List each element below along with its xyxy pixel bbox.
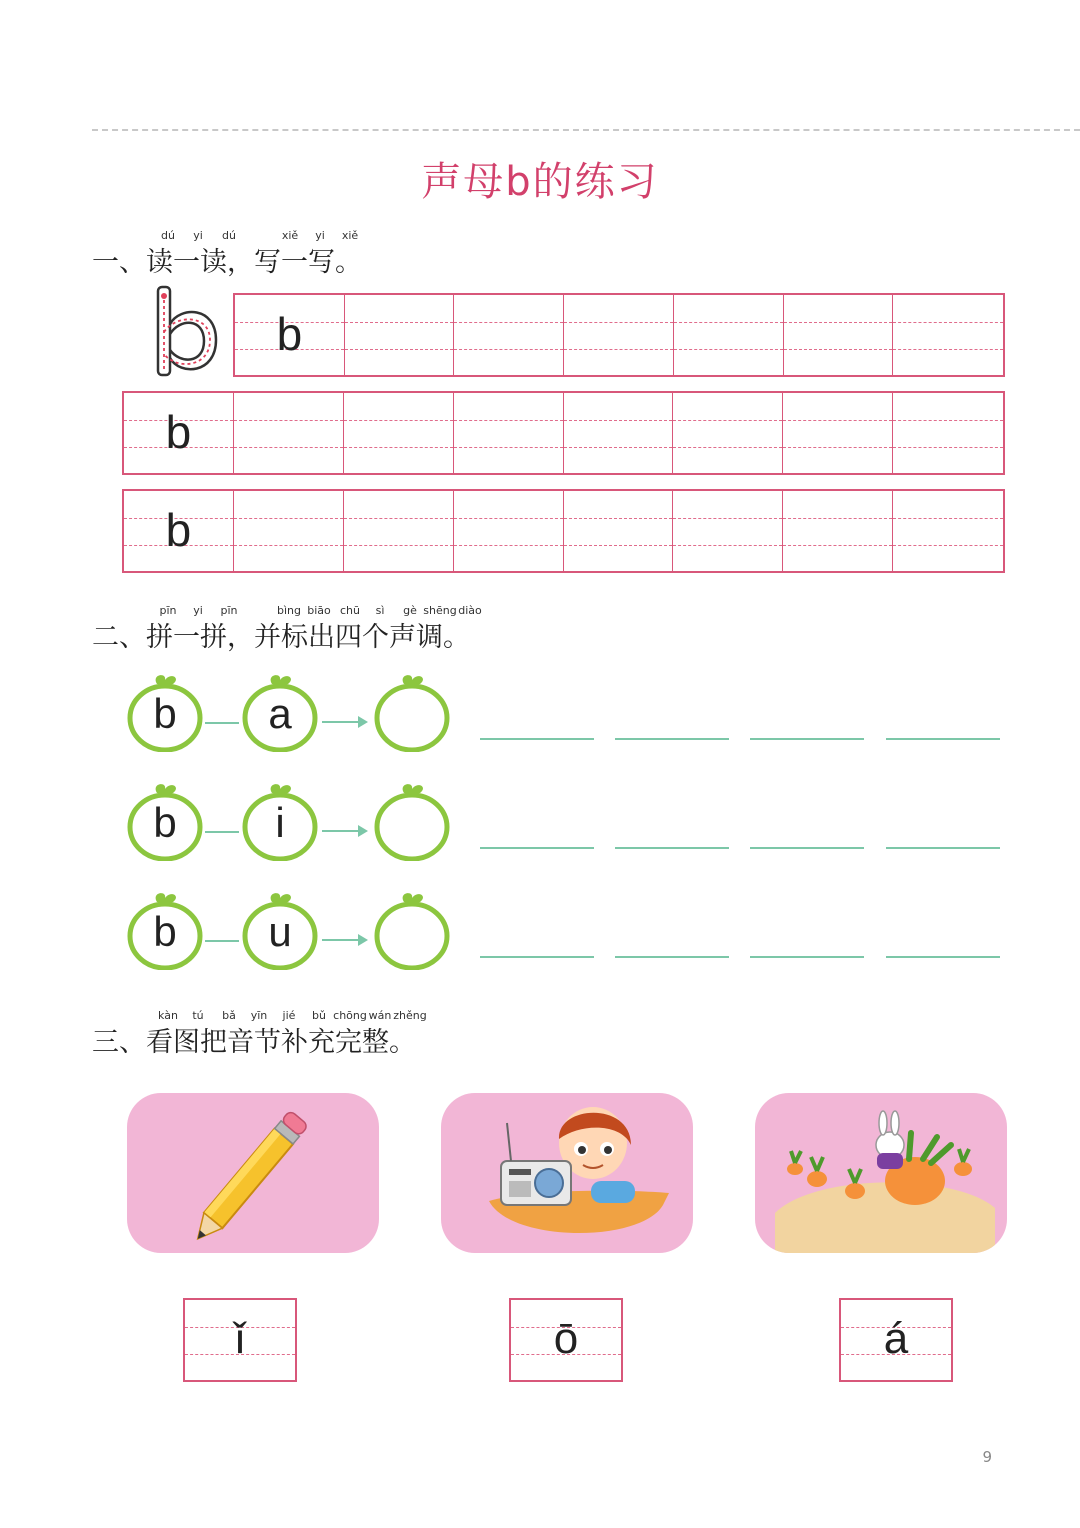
writing-cell[interactable] bbox=[564, 295, 674, 375]
pinyin: biāo bbox=[307, 604, 331, 617]
pinyin: shēng bbox=[423, 604, 457, 617]
pinyin: chōng bbox=[333, 1009, 367, 1022]
page-number: 9 bbox=[982, 1448, 992, 1466]
initial-letter: b bbox=[153, 908, 177, 955]
tone-answer-line[interactable] bbox=[886, 847, 1000, 849]
answer-final: ō bbox=[553, 1314, 579, 1363]
writing-cell[interactable] bbox=[673, 393, 783, 473]
syllable-answer-bubble[interactable] bbox=[374, 789, 450, 859]
pinyin: bǎ bbox=[222, 1009, 236, 1022]
writing-cell[interactable] bbox=[893, 393, 1003, 473]
boy-radio-picture bbox=[441, 1093, 693, 1253]
tone-answer-line[interactable] bbox=[480, 956, 594, 958]
writing-cell[interactable] bbox=[235, 295, 345, 375]
initial-letter: b bbox=[153, 690, 177, 737]
section-3-heading: 三、看图把音节补充完整。 bbox=[92, 1027, 416, 1058]
connector-line bbox=[205, 722, 239, 724]
writing-cell[interactable] bbox=[893, 491, 1003, 571]
tone-answer-line[interactable] bbox=[615, 847, 729, 849]
pinyin: dú bbox=[222, 229, 236, 242]
pinyin: pīn bbox=[220, 604, 238, 617]
pinyin: bìng bbox=[277, 604, 301, 617]
answer-box-radish[interactable] bbox=[839, 1298, 953, 1382]
rabbit-radish-icon bbox=[755, 1093, 1007, 1253]
writing-cell[interactable] bbox=[673, 491, 783, 571]
sample-letter: b bbox=[165, 504, 192, 556]
pinyin: kàn bbox=[158, 1009, 178, 1022]
pinyin: tú bbox=[192, 1009, 204, 1022]
pinyin: jié bbox=[282, 1009, 296, 1022]
pinyin: yi bbox=[193, 229, 203, 242]
sample-letter: b bbox=[165, 406, 192, 458]
tone-answer-line[interactable] bbox=[886, 956, 1000, 958]
writing-cell[interactable] bbox=[454, 295, 564, 375]
final-bubble bbox=[242, 789, 318, 859]
writing-cell[interactable] bbox=[344, 491, 454, 571]
final-bubble bbox=[242, 680, 318, 750]
writing-cell[interactable] bbox=[124, 491, 234, 571]
pinyin: zhěng bbox=[393, 1009, 427, 1022]
tone-answer-line[interactable] bbox=[750, 956, 864, 958]
writing-cell[interactable] bbox=[345, 295, 455, 375]
pinyin: xiě bbox=[281, 229, 299, 242]
writing-grid-row-3 bbox=[122, 489, 1005, 573]
writing-cell[interactable] bbox=[564, 393, 674, 473]
answer-box-pencil[interactable] bbox=[183, 1298, 297, 1382]
writing-cell[interactable] bbox=[454, 491, 564, 571]
pinyin: xiě bbox=[341, 229, 359, 242]
tone-answer-line[interactable] bbox=[750, 738, 864, 740]
writing-cell[interactable] bbox=[234, 393, 344, 473]
pencil-picture bbox=[127, 1093, 379, 1253]
connector-line bbox=[205, 940, 239, 942]
rabbit-radish-picture bbox=[755, 1093, 1007, 1253]
right-arrow-icon bbox=[320, 932, 370, 948]
tone-answer-line[interactable] bbox=[750, 847, 864, 849]
writing-cell[interactable] bbox=[893, 295, 1003, 375]
answer-final: á bbox=[883, 1314, 909, 1363]
section-2-heading: 二、拼一拼，并标出四个声调。 bbox=[92, 622, 470, 653]
writing-cell[interactable] bbox=[564, 491, 674, 571]
syllable-answer-bubble[interactable] bbox=[374, 898, 450, 968]
initial-bubble bbox=[127, 898, 203, 968]
boy-with-radio-icon bbox=[441, 1093, 693, 1253]
writing-grid-row-2 bbox=[122, 391, 1005, 475]
pencil-icon bbox=[127, 1093, 379, 1253]
final-letter: a bbox=[268, 690, 292, 737]
sample-letter: b bbox=[276, 308, 303, 360]
initial-bubble bbox=[127, 789, 203, 859]
pinyin: bǔ bbox=[312, 1009, 326, 1022]
pinyin: gè bbox=[403, 604, 417, 617]
pinyin: yīn bbox=[250, 1009, 268, 1022]
writing-cell[interactable] bbox=[454, 393, 564, 473]
pinyin: yi bbox=[315, 229, 325, 242]
answer-box-radio[interactable] bbox=[509, 1298, 623, 1382]
writing-cell[interactable] bbox=[124, 393, 234, 473]
right-arrow-icon bbox=[320, 823, 370, 839]
section-1-heading: 一、读一读，写一写。 bbox=[92, 247, 362, 278]
pinyin: wán bbox=[368, 1009, 392, 1022]
top-divider bbox=[92, 129, 1080, 131]
final-letter: u bbox=[268, 908, 292, 955]
tone-answer-line[interactable] bbox=[886, 738, 1000, 740]
writing-cell[interactable] bbox=[344, 393, 454, 473]
right-arrow-icon bbox=[320, 714, 370, 730]
initial-bubble bbox=[127, 680, 203, 750]
tone-answer-line[interactable] bbox=[480, 738, 594, 740]
pinyin: sì bbox=[375, 604, 385, 617]
tone-answer-line[interactable] bbox=[615, 738, 729, 740]
letter-b-stroke-model-icon bbox=[150, 284, 226, 380]
writing-cell[interactable] bbox=[784, 295, 894, 375]
pinyin: diào bbox=[458, 604, 482, 617]
writing-cell[interactable] bbox=[783, 393, 893, 473]
initial-letter: b bbox=[153, 799, 177, 846]
final-letter: i bbox=[275, 799, 285, 846]
writing-cell[interactable] bbox=[674, 295, 784, 375]
pinyin: dú bbox=[161, 229, 175, 242]
syllable-answer-bubble[interactable] bbox=[374, 680, 450, 750]
writing-cell[interactable] bbox=[783, 491, 893, 571]
pinyin: chū bbox=[340, 604, 360, 617]
pinyin: pīn bbox=[159, 604, 177, 617]
writing-grid-row-1 bbox=[233, 293, 1005, 377]
tone-answer-line[interactable] bbox=[615, 956, 729, 958]
final-bubble bbox=[242, 898, 318, 968]
connector-line bbox=[205, 831, 239, 833]
writing-cell[interactable] bbox=[234, 491, 344, 571]
page-title: 声母b的练习 bbox=[421, 159, 659, 205]
answer-final: ǐ bbox=[235, 1314, 245, 1363]
pinyin: yi bbox=[193, 604, 203, 617]
tone-answer-line[interactable] bbox=[480, 847, 594, 849]
